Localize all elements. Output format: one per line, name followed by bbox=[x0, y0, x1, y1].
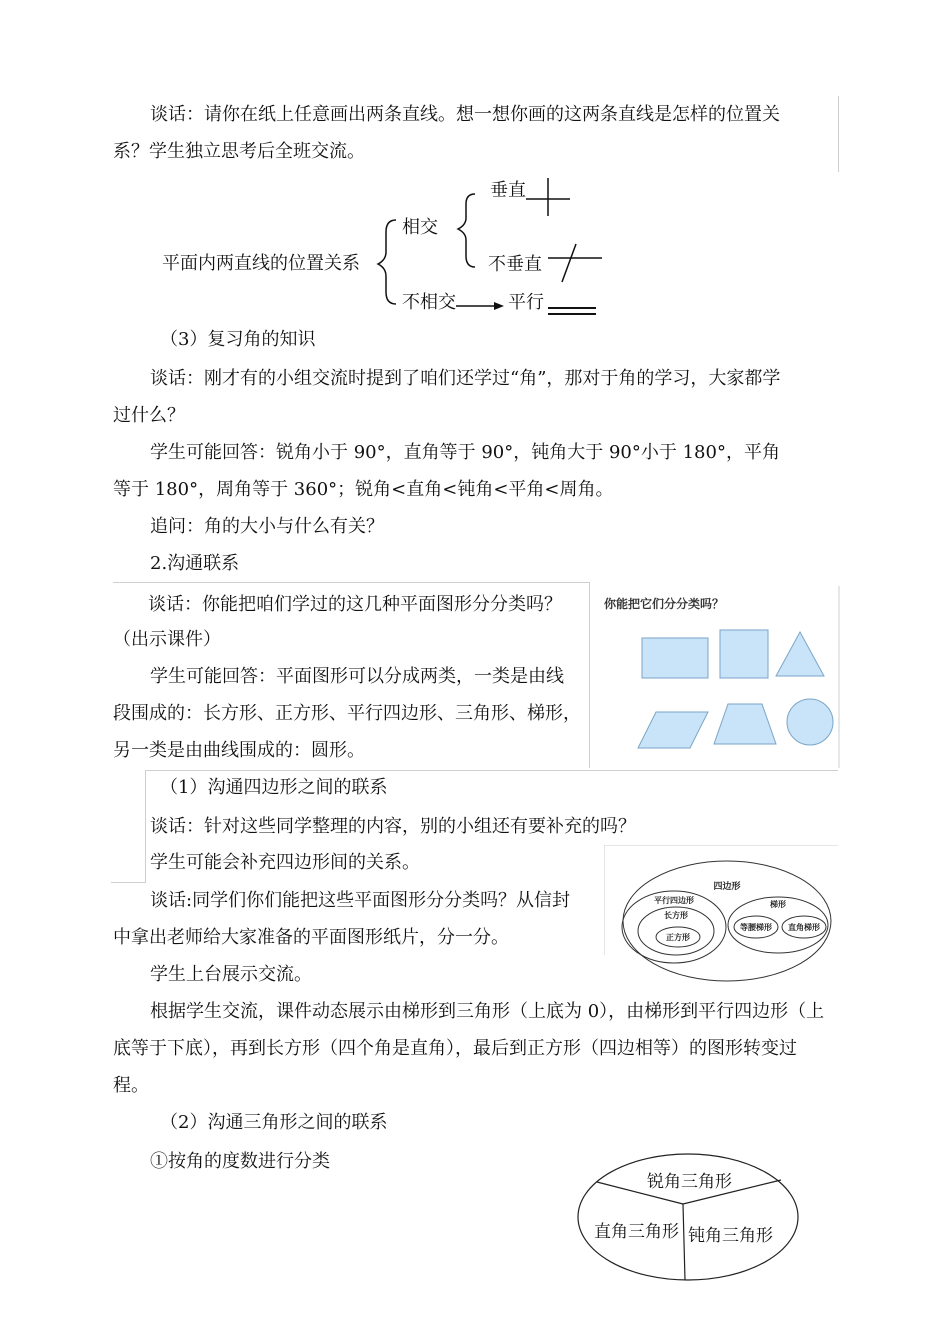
classify-line4: 段围成的：长方形、正方形、平行四边形、三角形、梯形， bbox=[113, 703, 581, 724]
heading-2: 2.沟通联系 bbox=[150, 553, 240, 574]
circle-shape bbox=[787, 699, 833, 745]
subsection1-line3: 谈话:同学们你们能把这些平面图形分分类吗？从信封 bbox=[150, 890, 571, 911]
small-brace bbox=[458, 194, 475, 267]
subsection1-line1: 谈话：针对这些同学整理的内容，别的小组还有要补充的吗？ bbox=[150, 816, 636, 837]
subsection1-title: （1）沟通四边形之间的联系 bbox=[160, 777, 388, 798]
frame-rule bbox=[838, 96, 839, 172]
followup-line: 追问：角的大小与什么有关？ bbox=[150, 516, 384, 537]
rectangle-label: 长方形 bbox=[664, 911, 688, 920]
obtuse-triangle-label: 钝角三角形 bbox=[688, 1226, 773, 1246]
classify-line5: 另一类是由曲线围成的：圆形。 bbox=[113, 740, 365, 761]
shapes-figure bbox=[592, 586, 840, 768]
para1-line2: 系？学生独立思考后全班交流。 bbox=[113, 141, 365, 162]
frame-rule bbox=[111, 882, 146, 883]
trapezoid-label: 梯形 bbox=[770, 900, 786, 909]
right-triangle-label: 直角三角形 bbox=[594, 1222, 679, 1242]
classify-line3: 学生可能回答：平面图形可以分成两类，一类是由线 bbox=[150, 666, 564, 687]
perpendicular-label: 垂直 bbox=[490, 180, 526, 201]
subsection1-line2: 学生可能会补充四边形间的关系。 bbox=[150, 852, 420, 873]
divider-bottom bbox=[683, 1204, 685, 1280]
subsection1-line5: 学生上台展示交流。 bbox=[150, 964, 312, 985]
angle-line2: 过什么？ bbox=[113, 405, 185, 426]
rectangle-shape bbox=[642, 638, 708, 678]
demo-line3: 程。 bbox=[113, 1075, 149, 1096]
frame-rule bbox=[113, 582, 589, 583]
demo-line1: 根据学生交流，课件动态展示由梯形到三角形（上底为 0），由梯形到平行四边形（上 bbox=[150, 1001, 825, 1022]
quadrilateral-venn-diagram bbox=[604, 845, 844, 987]
section3-title: （3）复习角的知识 bbox=[160, 329, 316, 350]
acute-triangle-label: 锐角三角形 bbox=[647, 1172, 732, 1192]
big-brace bbox=[378, 220, 396, 304]
intersect-label: 相交 bbox=[402, 217, 438, 238]
frame-rule bbox=[145, 770, 146, 882]
subsection2-item1: ①按角的度数进行分类 bbox=[150, 1151, 330, 1172]
classify-line2: （出示课件） bbox=[113, 629, 221, 650]
diagram-root-label: 平面内两直线的位置关系 bbox=[162, 253, 360, 274]
frame-rule bbox=[145, 770, 838, 771]
not-perpendicular-label: 不垂直 bbox=[488, 254, 542, 275]
answer-line2: 等于 180°，周角等于 360°；锐角<直角<钝角<平角<周角。 bbox=[113, 479, 614, 500]
frame-rule bbox=[589, 582, 590, 768]
triangle-classification-diagram bbox=[575, 1150, 805, 1284]
quadrilateral-ellipse bbox=[623, 861, 831, 981]
shapes-caption: 你能把它们分分类吗？ bbox=[604, 597, 725, 611]
answer-line1: 学生可能回答：锐角小于 90°，直角等于 90°，钝角大于 90°小于 180°，平角 bbox=[150, 442, 780, 463]
arrow-head bbox=[494, 302, 504, 310]
not-intersect-label: 不相交 bbox=[402, 292, 456, 313]
classify-line1: 谈话：你能把咱们学过的这几种平面图形分分类吗？ bbox=[148, 594, 562, 615]
line-relation-diagram bbox=[150, 172, 620, 322]
angle-line1: 谈话：刚才有的小组交流时提到了咱们还学过“角”，那对于角的学习，大家都学 bbox=[150, 368, 781, 389]
isosceles-trapezoid-label: 等腰梯形 bbox=[740, 923, 772, 932]
right-trapezoid-label: 直角梯形 bbox=[788, 923, 820, 932]
parallel-label: 平行 bbox=[508, 292, 544, 313]
quadrilateral-label: 四边形 bbox=[713, 882, 741, 892]
demo-line2: 底等于下底），再到长方形（四个角是直角），最后到正方形（四边相等）的图形转变过 bbox=[113, 1038, 797, 1059]
subsection2-title: （2）沟通三角形之间的联系 bbox=[160, 1112, 388, 1133]
triangle-shape bbox=[776, 632, 824, 676]
subsection1-line4: 中拿出老师给大家准备的平面图形纸片，分一分。 bbox=[113, 927, 509, 948]
parallelogram-shape bbox=[638, 712, 708, 748]
square-label: 正方形 bbox=[666, 933, 690, 942]
trapezoid-shape bbox=[714, 704, 776, 744]
square-shape bbox=[720, 630, 768, 678]
oblique-slant-line bbox=[562, 244, 576, 282]
parallelogram-label: 平行四边形 bbox=[654, 896, 694, 905]
para1-line1: 谈话：请你在纸上任意画出两条直线。想一想你画的这两条直线是怎样的位置关 bbox=[150, 104, 780, 125]
